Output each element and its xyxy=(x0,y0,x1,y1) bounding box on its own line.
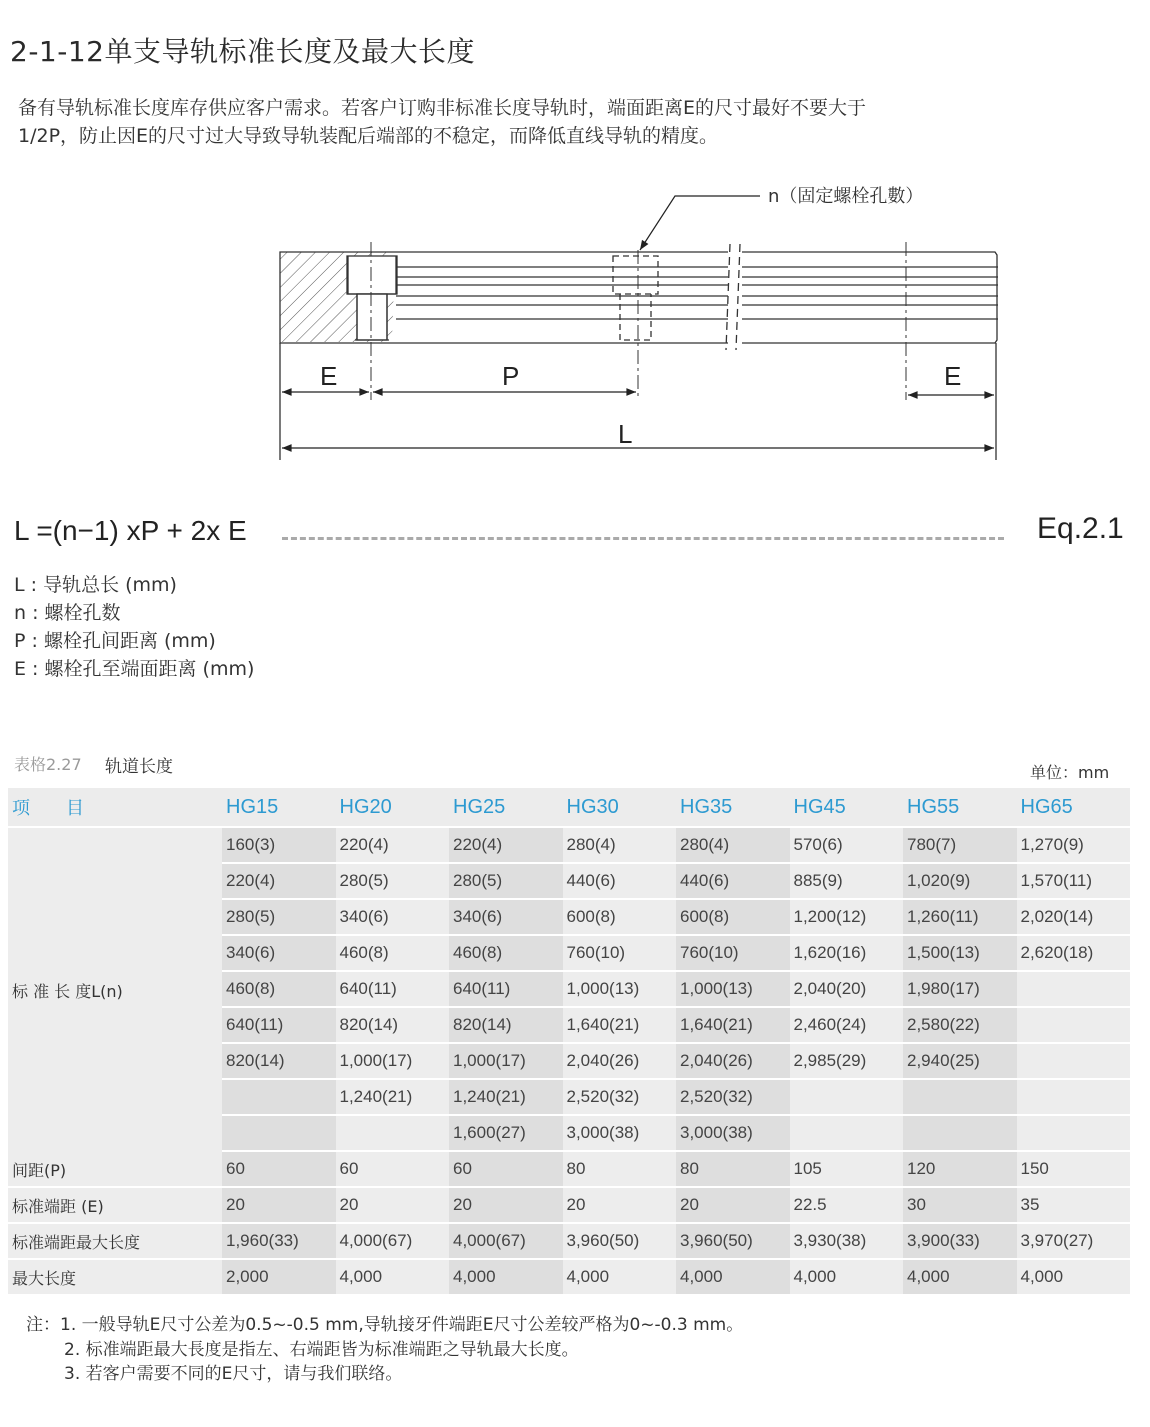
table-row xyxy=(8,1152,1130,1186)
equation-label: Eq.2.1 xyxy=(1037,512,1124,545)
table-cell: 1,000(17) xyxy=(336,1044,450,1078)
column-header: HG30 xyxy=(566,795,619,818)
table-cell: 440(6) xyxy=(676,864,790,898)
legend-item-l: L : 导轨总长 (mm) xyxy=(14,574,177,596)
standard-length-block xyxy=(8,828,1130,1152)
table-cell: 120 xyxy=(903,1152,1017,1186)
table-cell: 1,260(11) xyxy=(903,900,1017,934)
table-cell: 4,000(67) xyxy=(449,1224,563,1258)
table-row xyxy=(222,1116,1130,1150)
table-cell: 640(11) xyxy=(336,972,450,1006)
table-cell: 820(14) xyxy=(449,1008,563,1042)
table-cell: 4,000 xyxy=(1017,1260,1131,1294)
table-row xyxy=(222,1080,1130,1114)
table-cell: 760(10) xyxy=(676,936,790,970)
table-cell xyxy=(1017,972,1131,1006)
table-cell: 2,040(20) xyxy=(790,972,904,1006)
table-cell xyxy=(1017,1116,1131,1150)
table-cell: 160(3) xyxy=(222,828,336,862)
table-row xyxy=(222,972,1130,1006)
table-cell: 640(11) xyxy=(449,972,563,1006)
table-unit: 单位：mm xyxy=(1030,763,1110,782)
table-cell: 80 xyxy=(676,1152,790,1186)
table-cell xyxy=(1017,1080,1131,1114)
table-cell: 3,900(33) xyxy=(903,1224,1017,1258)
dimension-e-right: E xyxy=(944,361,962,391)
table-cell: 20 xyxy=(563,1188,677,1222)
table-cell: 3,960(50) xyxy=(676,1224,790,1258)
table-cell: 2,940(25) xyxy=(903,1044,1017,1078)
table-row xyxy=(222,1044,1130,1078)
table-cell: 820(14) xyxy=(222,1044,336,1078)
table-cell: 440(6) xyxy=(563,864,677,898)
table-cell: 1,000(13) xyxy=(563,972,677,1006)
table-cell: 20 xyxy=(449,1188,563,1222)
table-cell: 3,970(27) xyxy=(1017,1224,1131,1258)
table-cell: 1,000(17) xyxy=(449,1044,563,1078)
note-3: 3. 若客户需要不同的E尺寸，请与我们联络。 xyxy=(64,1364,403,1384)
table-cell xyxy=(1017,1008,1131,1042)
table-row xyxy=(8,1188,1130,1222)
table-cell: 340(6) xyxy=(222,936,336,970)
table-cell: 570(6) xyxy=(790,828,904,862)
table-cell: 1,980(17) xyxy=(903,972,1017,1006)
table-cell: 3,960(50) xyxy=(563,1224,677,1258)
table-cell: 460(8) xyxy=(336,936,450,970)
rail-body xyxy=(280,242,998,460)
dimension-l: L xyxy=(618,419,633,449)
formula-leader-dashes xyxy=(282,537,1004,540)
legend-item-n: n : 螺栓孔数 xyxy=(14,602,121,624)
table-cell: 1,570(11) xyxy=(1017,864,1131,898)
dimension-e-left: E xyxy=(320,361,338,391)
table-row xyxy=(222,936,1130,970)
standard-length-rows xyxy=(222,828,1130,1152)
table-cell: 885(9) xyxy=(790,864,904,898)
table-cell: 460(8) xyxy=(449,936,563,970)
table-row xyxy=(222,864,1130,898)
header-item-label: 项 目 xyxy=(12,798,84,819)
table-cell: 820(14) xyxy=(336,1008,450,1042)
table-cell: 2,985(29) xyxy=(790,1044,904,1078)
table-cell xyxy=(790,1116,904,1150)
legend-item-e: E : 螺栓孔至端面距离 (mm) xyxy=(14,658,255,680)
table-cell: 4,000 xyxy=(563,1260,677,1294)
table-caption-number: 表格2.27 xyxy=(14,755,82,774)
table-cell: 20 xyxy=(336,1188,450,1222)
table-cell: 280(4) xyxy=(563,828,677,862)
table-cell: 4,000 xyxy=(449,1260,563,1294)
dimension-lines xyxy=(282,392,994,448)
table-cell: 1,240(21) xyxy=(449,1080,563,1114)
table-cell: 60 xyxy=(449,1152,563,1186)
table-cell: 2,000 xyxy=(222,1260,336,1294)
section-title: 2-1-12单支导轨标准长度及最大长度 xyxy=(10,35,475,68)
table-cell: 3,930(38) xyxy=(790,1224,904,1258)
table-cell: 1,200(12) xyxy=(790,900,904,934)
table-row xyxy=(222,828,1130,862)
rail-diagram xyxy=(270,170,1010,470)
table-cell: 220(4) xyxy=(222,864,336,898)
table-cell: 3,000(38) xyxy=(563,1116,677,1150)
table-cell: 4,000(67) xyxy=(336,1224,450,1258)
length-formula: L =(n−1) xP + 2x E xyxy=(14,515,247,546)
intro-line-1: 备有导轨标准长度库存供应客户需求。若客户订购非标准长度导轨时，端面距离E的尺寸最好不要大于 xyxy=(18,97,867,119)
table-cell: 280(5) xyxy=(449,864,563,898)
bolt-hole-count-callout: n（固定螺栓孔數） xyxy=(768,186,924,207)
table-cell: 1,500(13) xyxy=(903,936,1017,970)
table-cell: 1,600(27) xyxy=(449,1116,563,1150)
table-cell: 2,040(26) xyxy=(676,1044,790,1078)
table-cell xyxy=(903,1116,1017,1150)
callout-leader xyxy=(640,196,760,250)
table-cell: 1,000(13) xyxy=(676,972,790,1006)
other-rows xyxy=(8,1152,1130,1294)
table-cell: 3,000(38) xyxy=(676,1116,790,1150)
table-cell xyxy=(1017,1044,1131,1078)
row-label: 标准端距 (E) xyxy=(8,1188,222,1222)
table-cell: 1,620(16) xyxy=(790,936,904,970)
dimension-p: P xyxy=(502,361,520,391)
table-cell: 600(8) xyxy=(676,900,790,934)
table-cell: 2,020(14) xyxy=(1017,900,1131,934)
table-cell: 280(4) xyxy=(676,828,790,862)
column-header: HG25 xyxy=(453,795,506,818)
table-cell xyxy=(222,1080,336,1114)
table-cell: 280(5) xyxy=(336,864,450,898)
table-cell: 30 xyxy=(903,1188,1017,1222)
table-cell: 60 xyxy=(222,1152,336,1186)
column-header: HG65 xyxy=(1020,795,1073,818)
table-cell: 220(4) xyxy=(336,828,450,862)
table-cell: 220(4) xyxy=(449,828,563,862)
table-cell: 60 xyxy=(336,1152,450,1186)
table-cell: 640(11) xyxy=(222,1008,336,1042)
table-cell: 4,000 xyxy=(903,1260,1017,1294)
table-cell: 150 xyxy=(1017,1152,1131,1186)
table-cell: 2,460(24) xyxy=(790,1008,904,1042)
table-header-row xyxy=(8,788,1130,826)
standard-length-label: 标 准 长 度L(n) xyxy=(8,828,222,1152)
table-cell: 20 xyxy=(676,1188,790,1222)
table-cell: 600(8) xyxy=(563,900,677,934)
note-2: 2. 标准端距最大長度是指左、右端距皆为标准端距之导轨最大长度。 xyxy=(64,1340,579,1360)
table-cell: 35 xyxy=(1017,1188,1131,1222)
table-cell: 1,960(33) xyxy=(222,1224,336,1258)
table-cell xyxy=(222,1116,336,1150)
row-label: 间距(P) xyxy=(8,1152,222,1186)
table-cell: 280(5) xyxy=(222,900,336,934)
table-row xyxy=(8,1224,1130,1258)
table-cell: 2,620(18) xyxy=(1017,936,1131,970)
table-cell: 4,000 xyxy=(790,1260,904,1294)
table-cell xyxy=(336,1116,450,1150)
column-header: HG15 xyxy=(226,795,279,818)
table-cell: 760(10) xyxy=(563,936,677,970)
table-cell: 4,000 xyxy=(676,1260,790,1294)
table-cell: 1,640(21) xyxy=(563,1008,677,1042)
rail-length-table xyxy=(8,788,1130,1296)
table-cell: 105 xyxy=(790,1152,904,1186)
table-cell: 340(6) xyxy=(336,900,450,934)
table-cell xyxy=(903,1080,1017,1114)
legend-item-p: P : 螺栓孔间距离 (mm) xyxy=(14,630,216,652)
table-cell xyxy=(790,1080,904,1114)
table-cell: 1,270(9) xyxy=(1017,828,1131,862)
table-cell: 460(8) xyxy=(222,972,336,1006)
note-1: 注：1. 一般导轨E尺寸公差为0.5~-0.5 mm,导轨接牙件端距E尺寸公差较严格为0~-0.3 mm。 xyxy=(26,1315,744,1335)
column-header: HG20 xyxy=(339,795,392,818)
column-header: HG35 xyxy=(680,795,733,818)
table-row xyxy=(222,900,1130,934)
table-row xyxy=(8,1260,1130,1294)
table-cell: 340(6) xyxy=(449,900,563,934)
table-cell: 1,020(9) xyxy=(903,864,1017,898)
table-cell: 780(7) xyxy=(903,828,1017,862)
table-cell: 22.5 xyxy=(790,1188,904,1222)
table-cell: 20 xyxy=(222,1188,336,1222)
column-header: HG45 xyxy=(793,795,846,818)
table-cell: 4,000 xyxy=(336,1260,450,1294)
row-label: 标准端距最大长度 xyxy=(8,1224,222,1258)
table-cell: 80 xyxy=(563,1152,677,1186)
table-cell: 2,580(22) xyxy=(903,1008,1017,1042)
table-cell: 1,640(21) xyxy=(676,1008,790,1042)
table-cell: 2,520(32) xyxy=(676,1080,790,1114)
table-cell: 1,240(21) xyxy=(336,1080,450,1114)
table-cell: 2,040(26) xyxy=(563,1044,677,1078)
table-cell: 2,520(32) xyxy=(563,1080,677,1114)
table-caption-title: 轨道长度 xyxy=(105,757,173,777)
column-header: HG55 xyxy=(907,795,960,818)
row-label: 最大长度 xyxy=(8,1260,222,1294)
intro-line-2: 1/2P，防止因E的尺寸过大导致导轨装配后端部的不稳定，而降低直线导轨的精度。 xyxy=(18,125,719,147)
table-row xyxy=(222,1008,1130,1042)
